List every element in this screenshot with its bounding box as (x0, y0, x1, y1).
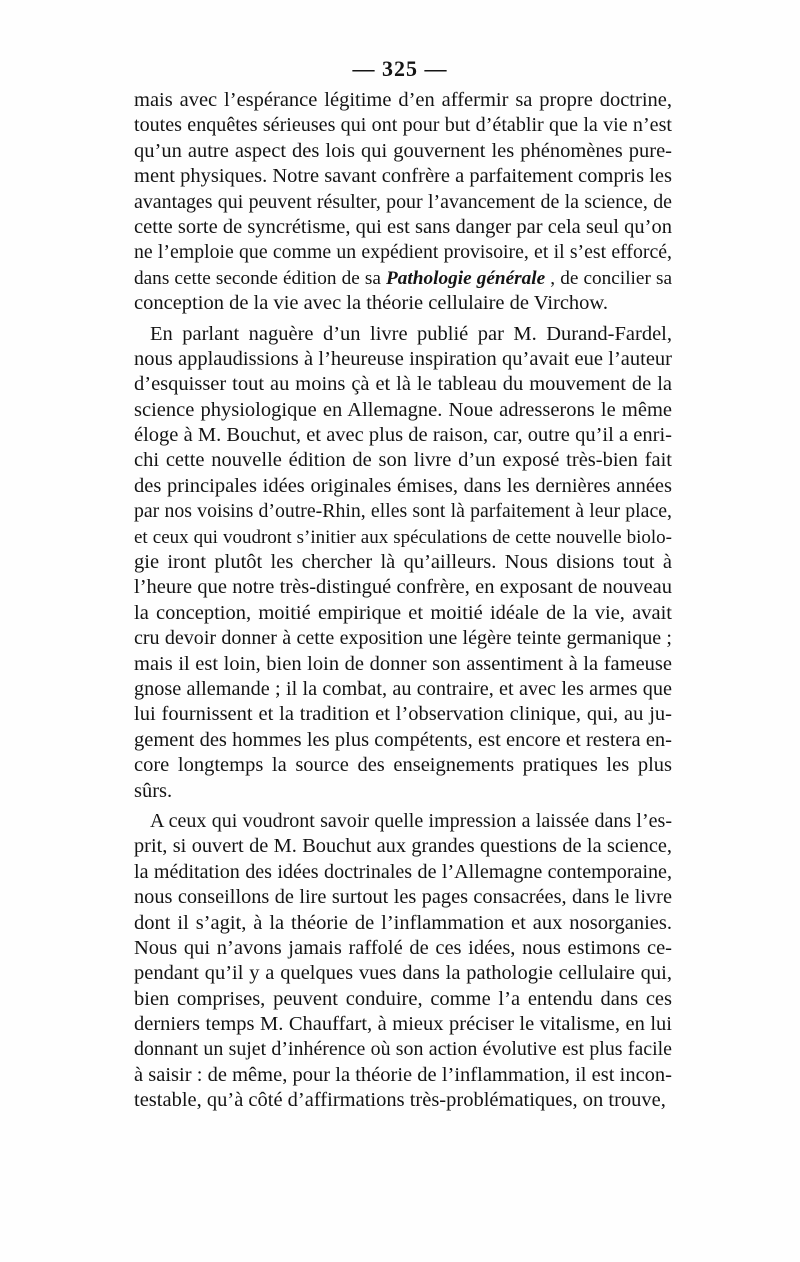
text-line: pendant qu’il y a quelques vues dans la pathologie cellulaire qui, (134, 962, 672, 985)
text-line: sûrs. (134, 779, 173, 802)
page-number: — 325 — (352, 56, 448, 81)
text-line: prit, si ouvert de M. Bouchut aux grandes questions de la science, (134, 835, 672, 858)
paragraph (134, 88, 672, 317)
text-line: qu’un autre aspect des lois qui gouvernent les phénomènes pure- (134, 139, 672, 162)
text-line: gnose allemande ; il la combat, au contraire, et avec les armes que (134, 677, 672, 700)
text-line: des principales idées originales émises, dans les dernières années (134, 474, 672, 497)
text-line: nous applaudissions à l’heureuse inspiration qu’avait eue l’auteur (134, 347, 672, 370)
text-line: cette sorte de syncrétisme, qui est sans danger par cela seul qu’on (134, 215, 672, 238)
text-line: ment physiques. Notre savant confrère a parfaitement compris les (134, 165, 672, 188)
text-line: donnant un sujet d’inhérence où son action évolutive est plus facile (134, 1038, 672, 1061)
text-line: à saisir : de même, pour la théorie de l’inflammation, il est incon- (134, 1063, 672, 1086)
text-segment: dans cette seconde édition de sa (134, 267, 386, 289)
text-line: avantages qui peuvent résulter, pour l’avancement de la science, de (134, 190, 672, 213)
text-line: En parlant naguère d’un livre publié par M. Durand-Fardel, (150, 322, 672, 345)
text-segment: , de concilier sa (550, 267, 673, 289)
text-line: cru devoir donner à cette exposition une légère teinte germanique ; (134, 627, 672, 650)
text-line: derniers temps M. Chauffart, à mieux préciser le vitalisme, en lui (134, 1013, 672, 1036)
text-line: par nos voisins d’outre-Rhin, elles sont là parfaitement à leur place, (134, 500, 672, 523)
text-line: testable, qu’à côté d’affirmations très-problématiques, on trouve, (134, 1089, 666, 1112)
text-line: et ceux qui voudront s’initier aux spéculations de cette nouvelle biolo- (134, 526, 672, 548)
text-line: mais avec l’espérance légitime d’en affermir sa propre doctrine, (134, 89, 672, 111)
text-line: dont il s’agit, à la théorie de l’inflammation et aux nosorganies. (134, 911, 672, 934)
text-line: chi cette nouvelle édition de son livre d’un exposé très-bien fait (134, 449, 672, 472)
text-line: conception de la vie avec la théorie cellulaire de Virchow. (134, 292, 609, 315)
text-line: la méditation des idées doctrinales de l’Allemagne contemporaine, (134, 860, 672, 883)
text-line: lui fournissent et la tradition et l’observation clinique, qui, au ju- (134, 703, 672, 726)
body-text (134, 88, 672, 1114)
book-title: Pathologie générale (386, 267, 546, 289)
text-line: science physiologique en Allemagne. Noue adresserons le même (134, 398, 672, 421)
text-line: l’heure que notre très-distingué confrère, en exposant de nouveau (134, 576, 672, 599)
text-line: Nous qui n’avons jamais raffolé de ces idées, nous estimons ce- (134, 936, 672, 959)
text-line: ne l’emploie que comme un expédient provisoire, et il s’est efforcé, (134, 241, 672, 264)
text-line: nous conseillons de lire surtout les pages consacrées, dans le livre (134, 886, 672, 909)
text-line: toutes enquêtes sérieuses qui ont pour but d’établir que la vie n’est (134, 114, 672, 137)
text-line: core longtemps la source des enseignements pratiques les plus (134, 754, 672, 777)
text-line: bien comprises, peuvent conduire, comme l’a entendu dans ces (134, 987, 672, 1010)
text-line: mais il est loin, bien loin de donner son assentiment à la fameuse (134, 652, 672, 675)
paragraph (134, 322, 672, 804)
text-line: gement des hommes les plus compétents, est encore et restera en- (134, 728, 672, 751)
paragraph (134, 809, 672, 1114)
text-line: gie iront plutôt les chercher là qu’ailleurs. Nous disions tout à (134, 551, 672, 574)
text-line: éloge à M. Bouchut, et avec plus de raison, car, outre qu’il a enri- (134, 424, 672, 447)
text-line: la conception, moitié empirique et moitié idéale de la vie, avait (134, 601, 672, 624)
text-line (134, 266, 672, 291)
text-line: A ceux qui voudront savoir quelle impression a laissée dans l’es- (150, 809, 672, 832)
text-line: d’esquisser tout au moins çà et là le tableau du mouvement de la (134, 373, 672, 396)
